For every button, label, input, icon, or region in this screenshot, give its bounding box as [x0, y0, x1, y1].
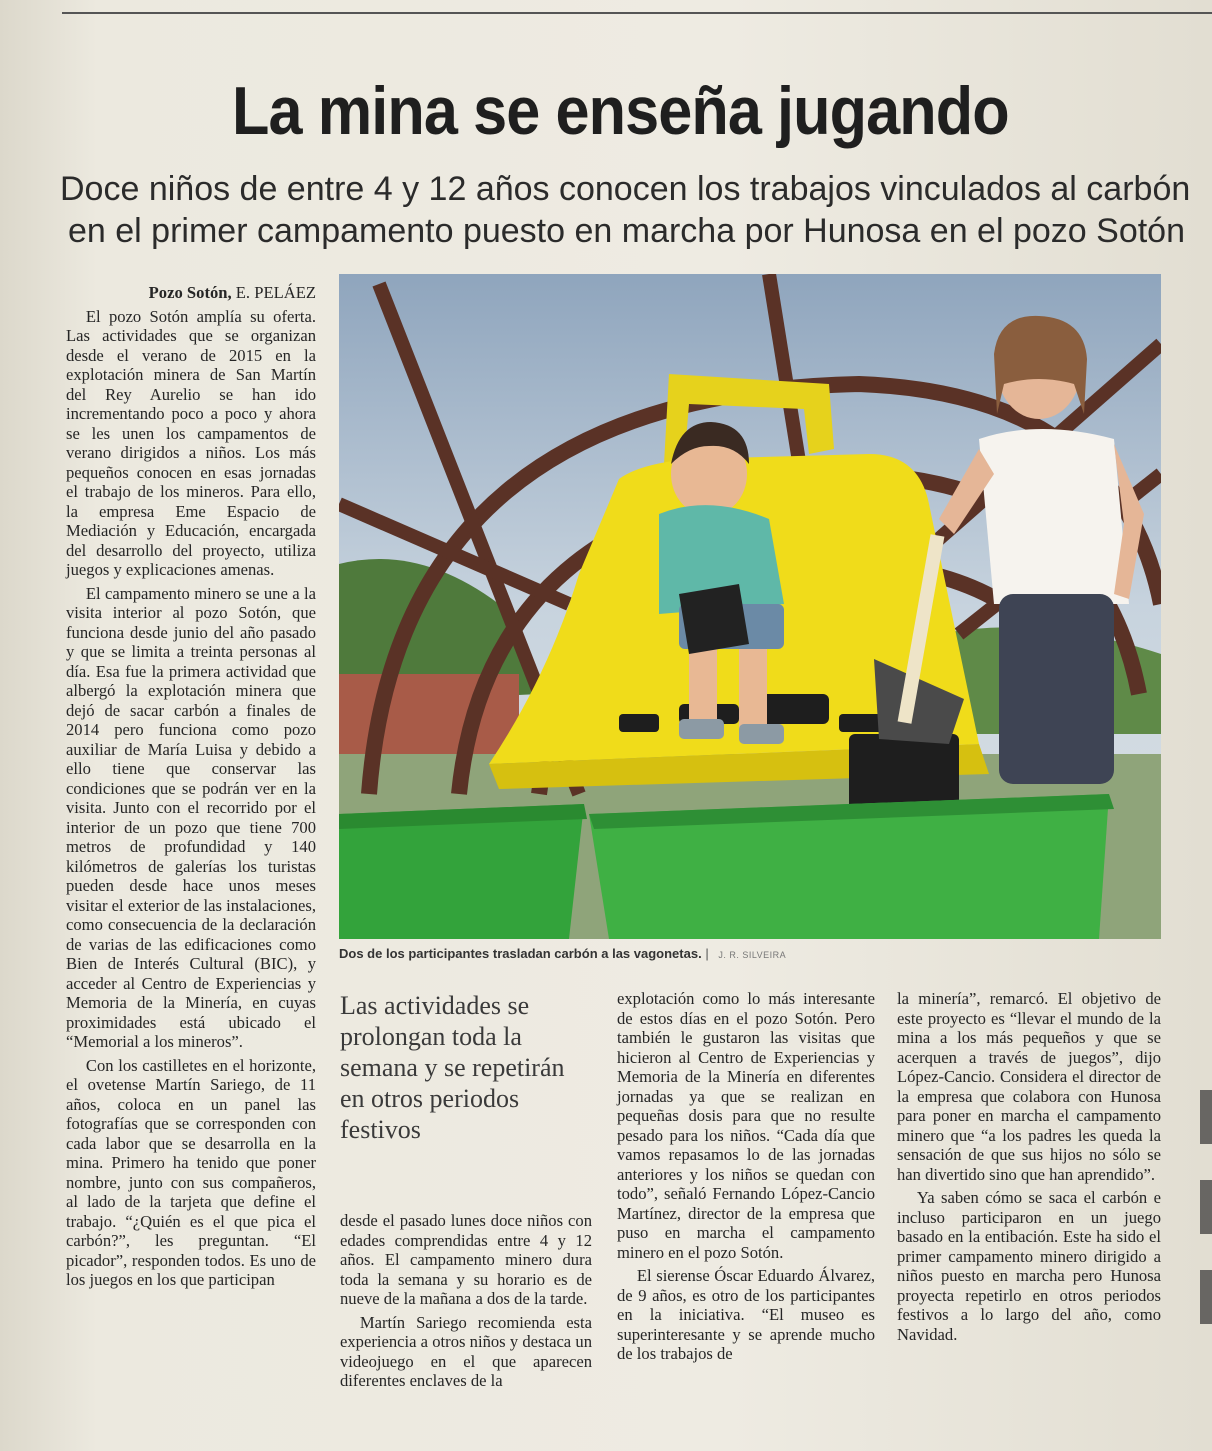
paragraph: Ya saben cómo se saca el carbón e incluso participaron en un juego basado en la entibación. Este ha sido el primer campamento minero dirigido a niños puesto en marcha pero Hunosa proyecta repetirlo en otros periodos festivos a lo largo del año, como Navidad.: [897, 1188, 1161, 1344]
pull-quote: Las actividades se prolongan toda la semana y se repetirán en otros periodos festivos: [340, 991, 565, 1144]
paragraph: desde el pasado lunes doce niños con edades comprendidas entre 4 y 12 años. El campamento minero dura toda la semana y su horario es de nueve de la mañana a dos de la tarde.: [340, 1211, 592, 1308]
subhead-line: en el primer campamento puesto en marcha por Hunosa en el pozo Sotón: [68, 212, 1185, 250]
photo-credit: J. R. SILVEIRA: [718, 950, 787, 960]
paragraph: explotación como lo más interesante de estos días en el pozo Sotón. Pero también le gustaron las visitas que hicieron al Centro de Experiencias y Memoria de la Minería en diferentes jornadas ya que se realizan en pequeñas dosis para que no resulte pesado para los niños. “Cada día que vamos repasamos lo de las jornadas anteriores y los niños se quedan con todo”, señaló Fernando López-Cancio Martínez, director de la empresa que puso en marcha el campamento minero en el pozo Sotón.: [617, 989, 875, 1262]
top-rule: [62, 12, 1212, 14]
paragraph: Con los castilletes en el horizonte, el ovetense Martín Sariego, de 11 años, coloca en un panel las fotografías que se corresponden con cada labor que se desarrolla en la mina. Primero ha tenido que poner nombre, junto con sus compañeros, al lado de la tarjeta que define el trabajo. “¿Quién es el que pica el carbón?”, les preguntan. “El picador”, responden todos. Es uno de los juegos en los que participan: [66, 1055, 316, 1289]
subheadline: [60, 168, 1191, 252]
byline-author: E. PELÁEZ: [235, 283, 316, 302]
article-column-3: [617, 989, 875, 1364]
paragraph: Martín Sariego recomienda esta experiencia a otros niños y destaca un videojuego en el que aparecen diferentes enclaves de la: [340, 1312, 592, 1390]
byline: [66, 283, 316, 303]
photo-caption: Dos de los participantes trasladan carbón a las vagonetas. | J. R. SILVEIRA: [339, 946, 787, 961]
caption-text: Dos de los participantes trasladan carbón a las vagonetas.: [339, 946, 702, 961]
adjacent-page-edge: [1200, 1090, 1212, 1390]
paragraph: la minería”, remarcó. El objetivo de este proyecto es “llevar el mundo de la mina a los más pequeños y que se acerquen a través de juegos”, dijo López-Cancio. Considera el director de la empresa que colabora con Hunosa para poner en marcha el campamento minero que “a los padres les queda la sensación de que sus hijos no sólo se han divertido sino que han aprendido”.: [897, 989, 1161, 1184]
byline-place: Pozo Sotón,: [148, 283, 232, 302]
subhead-line: Doce niños de entre 4 y 12 años conocen los trabajos vinculados al carbón: [60, 170, 1191, 208]
article-column-4: [897, 989, 1161, 1344]
paragraph: El pozo Sotón amplía su oferta. Las actividades que se organizan desde el verano de 2015 en la explotación minera de San Martín del Rey Aurelio se han ido incrementando poco a poco y ahora se les unen los campamentos de verano dirigidos a niños. Los más pequeños conocen en esas jornadas el trabajo de los mineros. Para ello, la empresa Eme Espacio de Mediación y Educación, encargada del desarrollo del proyecto, utiliza juegos y explicaciones amenas.: [66, 306, 316, 579]
article-column-1: [66, 283, 316, 1290]
article-column-2: [340, 1211, 592, 1391]
headline: La mina se enseña jugando: [232, 73, 1009, 149]
paragraph: El campamento minero se une a la visita interior al pozo Sotón, que funciona desde junio del año pasado y que se limita a treinta personas al día. Esa fue la primera actividad que albergó la explotación minera que dejó de sacar carbón a finales de 2014 pero funciona como pozo auxiliar de María Luisa y debido a ello tiene que conservar las condiciones que se podrán ver en la visita. Junto con el recorrido por el interior de un pozo que tiene 700 metros de profundidad y 140 kilómetros de galerías los turistas pueden desde hace unos meses visitar el exterior de las instalaciones, como consecuencia de la declaración de varias de las edificaciones como Bien de Interés Cultural (BIC), y acceder al Centro de Experiencias y Memoria de la Minería, en cuyas proximidades está ubicado el “Memorial a los mineros”.: [66, 583, 316, 1051]
paragraph: El sierense Óscar Eduardo Álvarez, de 9 años, es otro de los participantes en la iniciativa. “El museo es superinteresante y se aprende mucho de los trabajos de: [617, 1266, 875, 1363]
article-photo: [339, 274, 1161, 939]
